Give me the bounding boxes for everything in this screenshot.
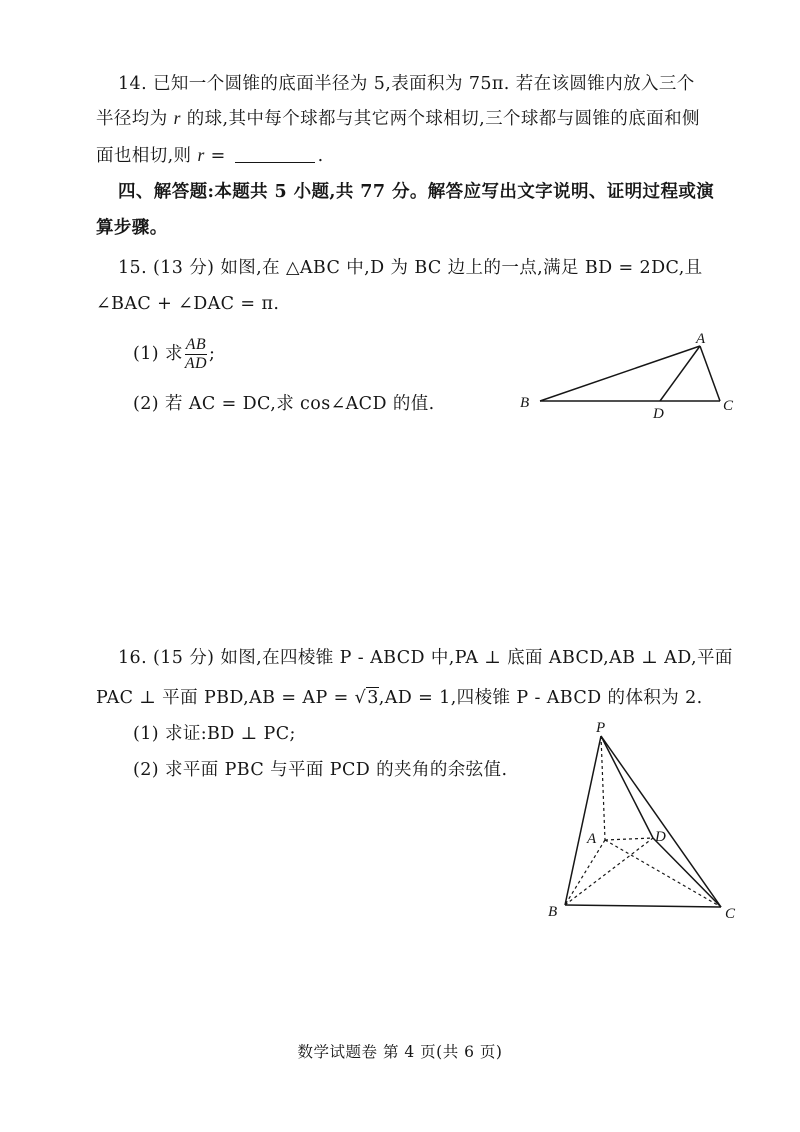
q15-triangle-figure <box>510 326 750 426</box>
q15-segment-ac <box>700 346 720 401</box>
q16-label-d: D <box>655 829 666 845</box>
q15-segment-ad <box>660 346 700 401</box>
q16-edge-pc <box>601 736 721 907</box>
q16-diagonal-bd <box>565 838 653 905</box>
q14-answer-blank <box>235 144 315 163</box>
q16-text-2b: ,AD = 1,四棱锥 P - ABCD 的体积为 2. <box>378 688 703 708</box>
q14-text-3c: . <box>317 146 324 166</box>
q14-line-2 <box>96 106 700 131</box>
q15-text-2: ∠BAC + ∠DAC = π. <box>96 294 280 314</box>
q14-text-1: 14. 已知一个圆锥的底面半径为 5,表面积为 75π. 若在该圆锥内放入三个 <box>118 74 695 94</box>
q15-fraction-numerator: AB <box>185 336 207 353</box>
section4-text-2: 算步骤。 <box>96 218 168 238</box>
q14-var-r-2: r <box>197 145 205 165</box>
page-footer-text: 数学试题卷 第 4 页(共 6 页) <box>297 1043 503 1061</box>
q16-edge-ab <box>565 840 605 905</box>
q16-text-2a: PAC ⊥ 平面 PBD,AB = AP = <box>96 688 355 708</box>
q16-diagonal-ac <box>605 840 721 907</box>
q16-sqrt-sign: √ <box>354 688 367 708</box>
section4-heading-line-1 <box>118 180 714 204</box>
q14-text-3a: 面也相切,则 <box>96 146 198 166</box>
q15-label-d: D <box>653 406 664 422</box>
q15-part1-suffix: ; <box>209 344 216 364</box>
q14-line-1 <box>118 72 695 96</box>
q16-edge-pb <box>565 736 601 905</box>
q15-segment-ba <box>540 346 700 401</box>
q15-fraction <box>184 336 208 373</box>
q15-part-2 <box>133 392 435 416</box>
q15-part2-text: (2) 若 AC = DC,求 cos∠ACD 的值. <box>133 394 435 414</box>
page-footer <box>0 1040 800 1062</box>
section4-heading-line-2 <box>96 216 168 240</box>
q16-part1-text: (1) 求证:BD ⊥ PC; <box>133 724 296 744</box>
q14-text-2a: 半径均为 <box>96 109 174 129</box>
q14-line-3 <box>96 143 324 168</box>
q15-text-1: 15. (13 分) 如图,在 △ABC 中,D 为 BC 边上的一点,满足 BD = 2DC,且 <box>118 258 703 278</box>
q15-fraction-denominator: AD <box>184 355 207 372</box>
q15-line-2 <box>96 292 279 316</box>
q15-label-b: B <box>520 395 530 411</box>
q16-edge-ad <box>605 838 653 840</box>
q16-text-1: 16. (15 分) 如图,在四棱锥 P - ABCD 中,PA ⊥ 底面 ABCD,AB ⊥ AD,平面 <box>118 648 733 668</box>
q14-var-r: r <box>173 108 181 128</box>
q15-part1-prefix: (1) 求 <box>133 344 183 364</box>
q15-line-1 <box>118 256 703 280</box>
q16-edge-dc <box>653 838 721 907</box>
q16-part-2 <box>133 758 507 782</box>
q15-label-c: C <box>723 398 734 414</box>
q15-part-1 <box>133 336 215 373</box>
q14-text-3b: = <box>204 146 232 166</box>
q16-label-a: A <box>587 831 597 847</box>
section4-text-1: 四、解答题:本题共 5 小题,共 77 分。解答应写出文字说明、证明过程或演 <box>118 182 715 202</box>
q15-label-a: A <box>696 331 706 347</box>
q16-sqrt-value: 3 <box>367 688 379 708</box>
q16-part-1 <box>133 722 296 746</box>
q16-edge-pd <box>601 736 653 838</box>
q16-label-p: P <box>596 720 606 736</box>
q16-line-1 <box>118 646 733 670</box>
q16-pyramid-figure <box>535 720 750 930</box>
q16-label-b: B <box>548 904 558 920</box>
q16-edge-pa <box>601 736 605 840</box>
q16-edge-bc <box>565 905 721 907</box>
q16-line-2 <box>96 686 703 710</box>
q16-part2-text: (2) 求平面 PBC 与平面 PCD 的夹角的余弦值. <box>133 760 508 780</box>
q14-text-2b: 的球,其中每个球都与其它两个球相切,三个球都与圆锥的底面和侧 <box>180 109 700 129</box>
q16-label-c: C <box>725 906 736 922</box>
